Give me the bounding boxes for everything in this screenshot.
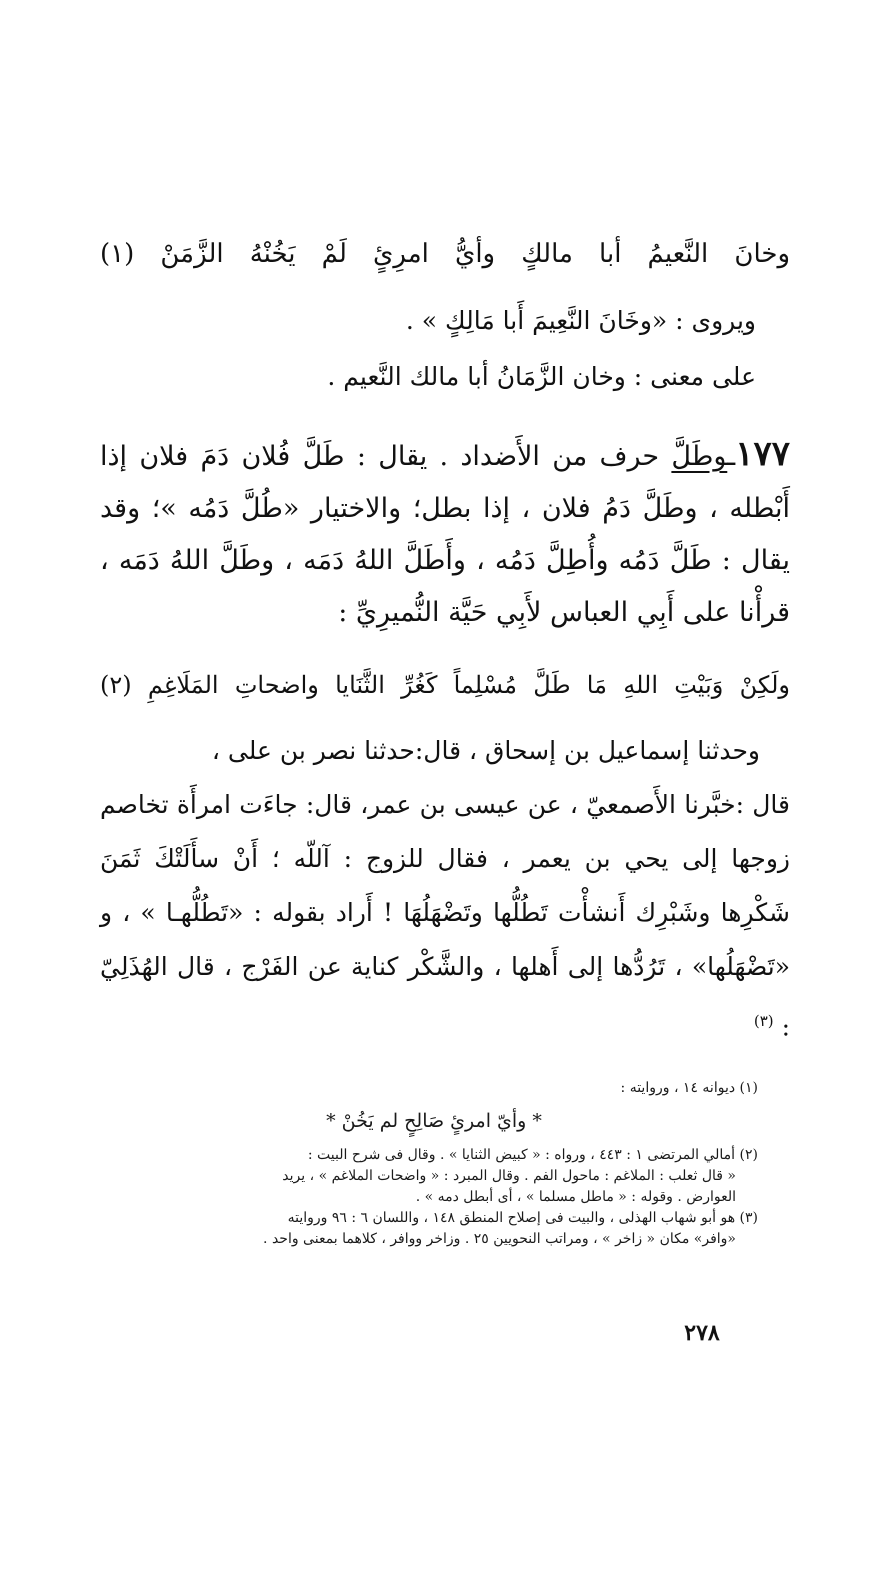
verse-line [100, 232, 790, 276]
page-number: ٢٧٨ [684, 1320, 720, 1346]
riwaya-text: ويروى : «وخَانَ النَّعِيمَ أَبا مَالِكٍ » . [405, 306, 756, 335]
footnote-1-verse: * وأيّ امرئٍ صَالِحٍ لم يَخُنْ * [326, 1110, 542, 1132]
narration-paragraph [100, 724, 790, 1054]
riwaya-line [100, 302, 790, 340]
footnote-2-line-2: « قال ثعلب : الملاغم : ماحول الفم . وقال المبرد : « واضحات الملاغم » ، يريد [282, 1168, 736, 1184]
entry-text: حرف من الأَضداد . يقال : طَلَّ فُلان دَمَ فلان إذا أَبْطله ، وطَلَّ دَمُ فلان ، إذا بطل؛ والاختيار «طُلَّ دَمُه »؛ وقد يقال : طَلَّ دَمُه وأُطِلَّ دَمُه ، وأَطَلَّ اللهُ دَمَه ، وطَلَّ اللهُ دَمَه ، قرأْنا على أَبِي العباس لأَبِي حَيَّة النُّميرِيِّ : [100, 441, 790, 628]
footnote-1: (١) ديوانه ١٤ ، وروايته : [620, 1080, 758, 1096]
poem-line [100, 666, 790, 704]
narration-first-line: وحدثنا إسماعيل بن إسحاق ، قال:حدثنا نصر بن على ، [211, 736, 760, 765]
narration-body [100, 778, 790, 1054]
meaning-line [100, 358, 790, 396]
meaning-text: على معنى : وخان الزَّمَانُ أبا مالك النَّعيم . [327, 362, 756, 391]
footnote-2-line-1: (٢) أمالي المرتضى ١ : ٤٤٣ ، ورواه : « كبيض الثنايا » . وقال فى شرح البيت : [307, 1147, 758, 1163]
narration-body-text: قال :خبَّرنا الأَصمعيّ ، عن عيسى بن عمر، قال: جاءَت امرأَة تخاصم زوجها إلى يحي بن يعمر ، فقال للزوج : آللّه ؛ أَنْ سأَلَتْكَ ثَمَنَ شَكْرِها وشَبْرِك أَنشأْت تَطُلُّها وتَضْهَلُهَا ! أَراد بقوله : «تَطُلُّهـا » ، و «تَضْهَلُها» ، تَرُدُّها إلى أَهلها ، والشَّكْر كناية عن الفَرْج ، قال الهُذَلِيّ : [100, 790, 790, 1042]
footnote-3-line-2: «وافر» مكان « زاخر » ، ومراتب النحويين ٢٥ . وزاخر ووافر ، كلاهما بمعنى واحد . [263, 1231, 736, 1247]
entry-head-word: وطَلَّ [671, 441, 728, 472]
footnote-ref-3: (٣) [753, 1012, 774, 1030]
entry-paragraph [100, 428, 790, 639]
verse-text: وخانَ النَّعيمُ أبا مالكٍ وأيُّ امرِئٍ لَمْ يَخُنْهُ الزَّمَنْ (١) [100, 239, 790, 269]
poem-text: ولَكِنْ وَبَيْتِ اللهِ مَا طَلَّ مُسْلِماً كَغُرِّ الثَّنَايا واضحاتِ المَلَاغِمِ (٢) [100, 671, 790, 699]
footnotes [110, 1078, 758, 1250]
entry-number: ١٧٧ [735, 434, 790, 474]
entry-dash: ـ [727, 441, 736, 472]
footnote-3-line-1: (٣) هو أبو شهاب الهذلى ، والبيت فى إصلاح المنطق ١٤٨ ، واللسان ٦ : ٩٦ وروايته [287, 1210, 758, 1226]
footnote-2-line-3: العوارض . وقوله : « ماطل مسلما » ، أى أبطل دمه » . [415, 1189, 736, 1205]
